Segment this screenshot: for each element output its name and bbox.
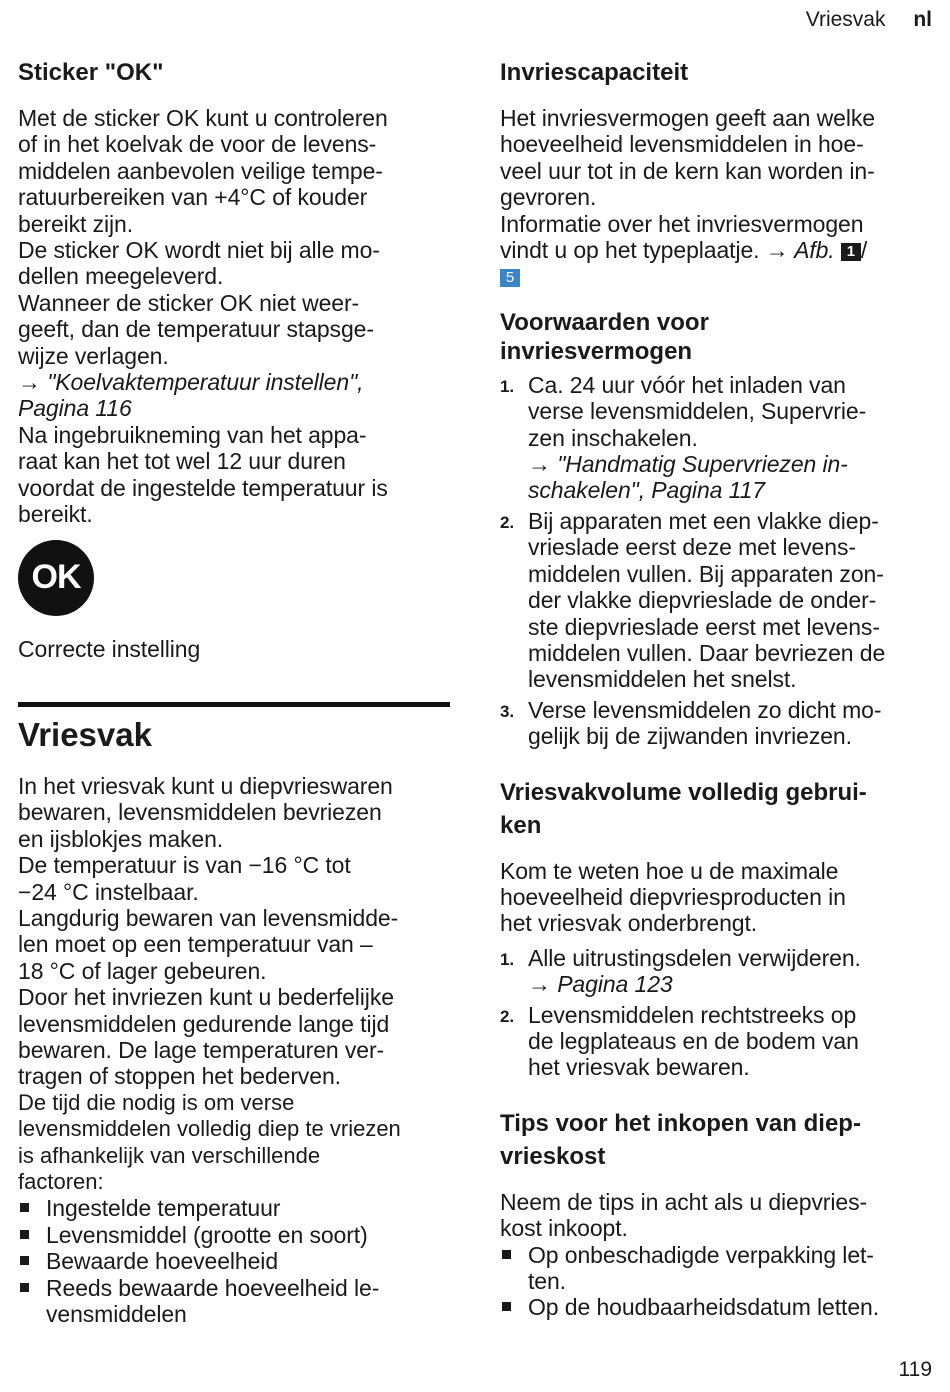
left-column: [18, 58, 450, 1327]
step-number: 3.: [500, 701, 514, 721]
text-line: gevroren.: [500, 184, 597, 211]
factors-list: [18, 1195, 450, 1327]
heading-line: Tips voor het inkopen van diep-: [500, 1109, 861, 1137]
text-line: Het invriesvermogen geeft aan welke: [500, 105, 875, 131]
section-divider: [18, 702, 450, 707]
text-line: Met de sticker OK kunt u controleren: [18, 105, 388, 131]
step-item: [500, 1002, 936, 1081]
list-item: [18, 1195, 450, 1221]
text-line: hoeveelheid levensmiddelen in hoe-: [500, 131, 864, 158]
voorwaarden-heading: [500, 308, 936, 366]
text-line: raat kan het tot wel 12 uur duren: [18, 448, 346, 475]
square-bullet-icon: [20, 1203, 29, 1212]
figure-link[interactable]: Afb.: [788, 237, 835, 264]
text-line: Neem de tips in acht als u diepvries-: [500, 1188, 868, 1215]
figure-1-badge[interactable]: 1: [841, 243, 861, 261]
list-item-text: Levensmiddel (grootte en soort): [46, 1221, 368, 1248]
reference-text: Pagina 123: [550, 971, 673, 998]
figure-reference-line-2: [500, 263, 936, 289]
text-line: of in het koelvak de voor de levens-: [18, 131, 377, 158]
step-item: [500, 372, 936, 504]
tips-heading: [500, 1107, 936, 1173]
arrow-right-icon: →: [18, 369, 41, 396]
text-line: De tijd die nodig is om verse: [18, 1089, 295, 1115]
square-bullet-icon: [20, 1283, 29, 1292]
text-line: In het vriesvak kunt u diepvrieswaren: [18, 772, 393, 799]
text-line: Door het invriezen kunt u bederfelijke: [18, 984, 394, 1011]
figure-5-badge[interactable]: 5: [500, 269, 520, 287]
step-item: [500, 697, 936, 750]
list-item: [18, 1248, 450, 1274]
sticker-ok-heading: Sticker "OK": [18, 59, 164, 86]
text-line: bewaren. De lage temperaturen ver-: [18, 1036, 385, 1063]
reference-page[interactable]: Pagina 116: [18, 395, 132, 422]
step-item: [500, 945, 936, 998]
cross-reference-link[interactable]: [18, 369, 450, 395]
page-number: 119: [898, 1358, 932, 1381]
list-item-text: Op de houdbaarheidsdatum letten.: [528, 1294, 879, 1321]
text-line: factoren:: [18, 1169, 104, 1194]
voorwaarden-steps: [500, 372, 936, 750]
step-text: Alle uitrustingsdelen verwijderen.: [528, 944, 861, 971]
figure-separator: /: [860, 237, 868, 264]
text-line: De sticker OK wordt niet bij alle mo-: [18, 237, 380, 264]
list-item-text: Reeds bewaarde hoeveelheid le- vensmiddelen: [46, 1274, 380, 1328]
step-number: 1.: [500, 376, 514, 396]
text-line: levensmiddelen gedurende lange tijd: [18, 1010, 390, 1037]
arrow-right-icon: →: [765, 237, 789, 264]
list-item: [500, 1242, 936, 1295]
heading-line: Vriesvakvolume volledig gebrui-: [500, 778, 867, 806]
right-column: [500, 58, 936, 1321]
step-text: Ca. 24 uur vóór het inladen van verse levensmiddelen, Supervrie- zen inschakelen.: [528, 371, 867, 451]
running-header: [806, 8, 932, 32]
text-line: ratuurbereiken van +4°C of kouder: [18, 184, 368, 211]
vriesvak-title: Vriesvak: [18, 715, 152, 753]
step-number: 2.: [500, 1006, 514, 1026]
tips-list: [500, 1242, 936, 1321]
step-number: 1.: [500, 949, 514, 969]
heading-line: invriesvermogen: [500, 337, 693, 365]
text-line: voordat de ingestelde temperatuur is: [18, 474, 388, 501]
cross-reference-link[interactable]: [528, 451, 936, 504]
reference-text: "Handmatig Supervriezen in- schakelen", Pagina 117: [528, 451, 848, 504]
text-line: is afhankelijk van verschillende: [18, 1142, 321, 1168]
text-line: en ijsblokjes maken.: [18, 825, 224, 852]
invriescapaciteit-text: [500, 105, 936, 290]
step-text: Levensmiddelen rechtstreeks op de legplateaus en de bodem van het vriesvak bewaren.: [528, 1001, 859, 1081]
heading-line: ken: [500, 811, 542, 839]
step-number: 2.: [500, 512, 514, 532]
list-item: [18, 1222, 450, 1248]
heading-line: vrieskost: [500, 1142, 606, 1170]
list-item-text: Bewaarde hoeveelheid: [46, 1248, 279, 1275]
language-code: nl: [913, 8, 932, 31]
sticker-ok-text: [18, 105, 450, 528]
arrow-right-icon: →: [528, 971, 551, 998]
square-bullet-icon: [502, 1250, 511, 1259]
text-line: Kom te weten hoe u de maximale: [500, 857, 839, 884]
tips-intro: [500, 1189, 936, 1242]
text-line: kost inkoopt.: [500, 1215, 628, 1242]
list-item: [500, 1294, 936, 1320]
text-line: het vriesvak onderbrengt.: [500, 910, 758, 937]
arrow-right-icon: →: [528, 451, 551, 478]
vriesvakvolume-steps: [500, 945, 936, 1081]
text-line: wijze verlagen.: [18, 342, 169, 369]
text-line: bewaren, levensmiddelen bevriezen: [18, 799, 382, 826]
text-line: tragen of stoppen het bederven.: [18, 1063, 341, 1090]
text-line: dellen meegeleverd.: [18, 263, 224, 290]
text-line: geeft, dan de temperatuur stapsge-: [18, 316, 374, 343]
heading-line: Voorwaarden voor: [500, 308, 709, 336]
ok-caption: Correcte instelling: [18, 635, 201, 662]
text-line: len moet op een temperatuur van –: [18, 931, 373, 958]
list-item-text: Ingestelde temperatuur: [46, 1195, 281, 1222]
text-line: 18 °C of lager gebeuren.: [18, 957, 267, 984]
vriesvakvolume-heading: [500, 776, 936, 842]
text-line: hoeveelheid diepvriesproducten in: [500, 883, 846, 910]
factors-intro: [18, 1090, 450, 1196]
reference-text: "Koelvaktemperatuur instellen",: [40, 369, 364, 396]
text-line: Wanneer de sticker OK niet weer-: [18, 289, 360, 316]
text-line: Langdurig bewaren van levensmidde-: [18, 904, 399, 931]
text-line: bereikt zijn.: [18, 210, 134, 237]
invriescapaciteit-heading: Invriescapaciteit: [500, 59, 689, 86]
step-text: Bij apparaten met een vlakke diep- vrieslade eerst deze met levens- middelen vullen. Bij apparaten zon- der vlakke diepvrieslade de onder- ste diepvrieslade eerst met levens- middelen vullen. Daar bevriezen de levensmiddelen het snelst.: [528, 507, 886, 693]
cross-reference-link[interactable]: [528, 971, 936, 997]
text-line: veel uur tot in de kern kan worden in-: [500, 157, 875, 184]
text-line: bereikt.: [18, 501, 93, 528]
step-item: [500, 508, 936, 693]
text-line: Informatie over het invriesvermogen: [500, 210, 864, 237]
list-item: [18, 1275, 450, 1328]
section-label: Vriesvak: [805, 8, 886, 31]
square-bullet-icon: [20, 1256, 29, 1265]
figure-reference-line: [500, 237, 936, 263]
square-bullet-icon: [20, 1230, 29, 1239]
text-line: Na ingebruikneming van het appa-: [18, 421, 367, 448]
text-line: middelen aanbevolen veilige tempe-: [18, 157, 383, 184]
vriesvakvolume-text: [500, 858, 936, 937]
text-line: De temperatuur is van −16 °C tot: [18, 852, 351, 879]
step-text: Verse levensmiddelen zo dicht mo- gelijk bij de zijwanden invriezen.: [528, 696, 882, 750]
list-item-text: Op onbeschadigde verpakking let- ten.: [528, 1241, 874, 1294]
text-line: levensmiddelen volledig diep te vriezen: [18, 1116, 401, 1142]
vriesvak-intro: [18, 773, 450, 1090]
ok-sticker-icon: OK: [18, 540, 94, 616]
square-bullet-icon: [502, 1302, 511, 1311]
reference-text: vindt u op het typeplaatje.: [500, 237, 766, 264]
text-line: −24 °C instelbaar.: [18, 878, 199, 905]
